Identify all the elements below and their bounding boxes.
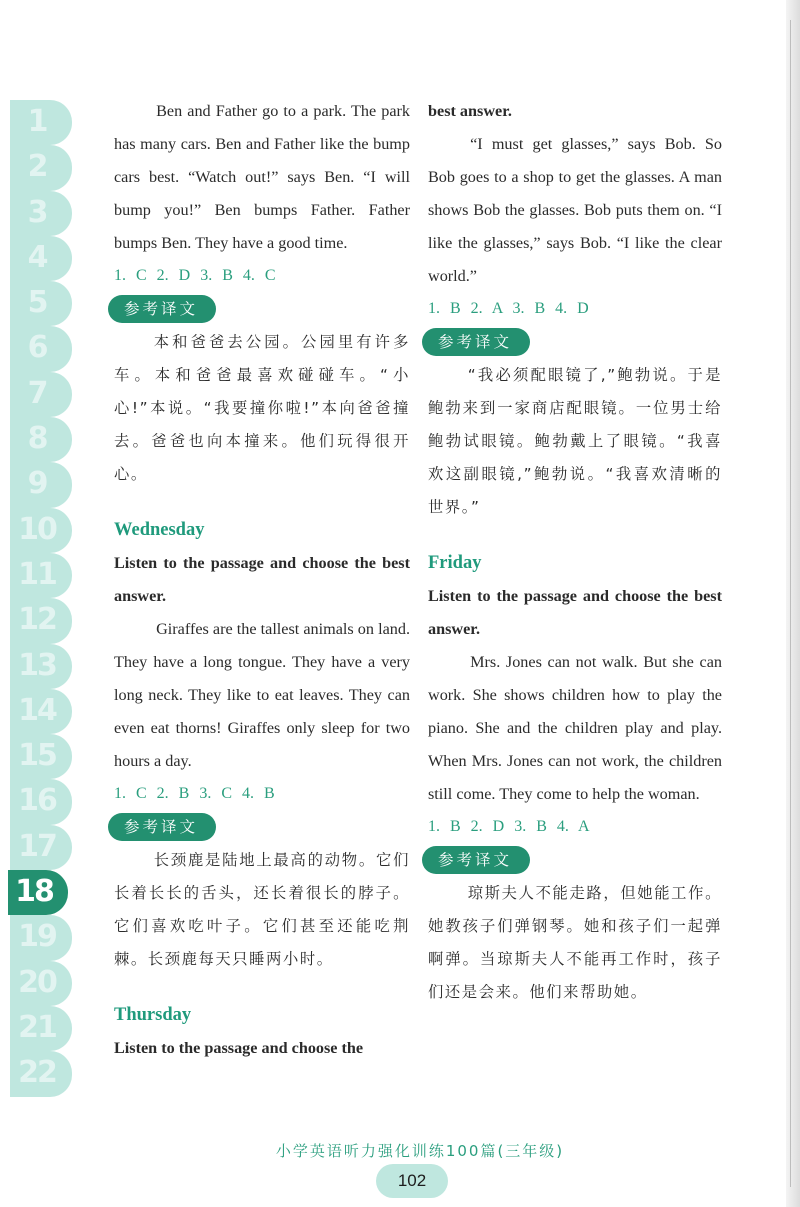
answers-thursday: 1. B 2. A 3. B 4. D bbox=[428, 300, 589, 317]
tab-11[interactable]: 11 bbox=[10, 553, 72, 598]
instruction-thursday-end: best answer. bbox=[428, 102, 512, 120]
tab-10[interactable]: 10 bbox=[10, 508, 72, 553]
left-column bbox=[114, 95, 410, 1065]
translation-thursday: “我必须配眼镜了,”鲍勃说。于是鲍勃来到一家商店配眼镜。一位男士给鲍勃试眼镜。鲍勃戴上了眼镜。“我喜欢这副眼镜,”鲍勃说。“我喜欢清晰的世界。” bbox=[428, 366, 722, 516]
tab-21[interactable]: 21 bbox=[10, 1006, 72, 1051]
translation-wednesday: 长颈鹿是陆地上最高的动物。它们长着长长的舌头，还长着很长的脖子。它们喜欢吃叶子。它们甚至还能吃荆棘。长颈鹿每天只睡两小时。 bbox=[114, 851, 410, 968]
tab-7[interactable]: 7 bbox=[10, 372, 72, 417]
heading-wednesday: Wednesday bbox=[114, 520, 205, 540]
tab-14[interactable]: 14 bbox=[10, 689, 72, 734]
heading-thursday: Thursday bbox=[114, 1005, 192, 1025]
reference-translation-badge: 参考译文 bbox=[422, 846, 530, 874]
book-title-footer: 小学英语听力强化训练100篇(三年级) bbox=[275, 1142, 565, 1160]
right-column bbox=[428, 95, 722, 1009]
reference-translation-badge: 参考译文 bbox=[108, 813, 216, 841]
page-edge bbox=[786, 0, 800, 1207]
reference-translation-badge: 参考译文 bbox=[422, 328, 530, 356]
tab-5[interactable]: 5 bbox=[10, 281, 72, 326]
tab-12[interactable]: 12 bbox=[10, 598, 72, 643]
tab-18-active[interactable]: 18 bbox=[8, 870, 68, 915]
tab-1[interactable]: 1 bbox=[10, 100, 72, 145]
tab-6[interactable]: 6 bbox=[10, 326, 72, 371]
tab-22[interactable]: 22 bbox=[10, 1051, 72, 1096]
instruction-thursday: Listen to the passage and choose the bbox=[114, 1039, 364, 1057]
answers-tuesday: 1. C 2. D 3. B 4. C bbox=[114, 267, 276, 284]
tab-15[interactable]: 15 bbox=[10, 734, 72, 779]
tuesday-passage: Ben and Father go to a park. The park has many cars. Ben and Father like the bump cars best. “Watch out!” says Ben. “I will bump you!” Ben bumps Father. Father bumps Ben. They have a good time. bbox=[114, 102, 410, 252]
translation-friday: 琼斯夫人不能走路，但她能工作。她教孩子们弹钢琴。她和孩子们一起弹啊弹。当琼斯夫人不能再工作时，孩子们还是会来。他们来帮助她。 bbox=[428, 884, 722, 1001]
tab-16[interactable]: 16 bbox=[10, 779, 72, 824]
translation-tuesday: 本和爸爸去公园。公园里有许多车。本和爸爸最喜欢碰碰车。“小心!”本说。“我要撞你啦!”本向爸爸撞去。爸爸也向本撞来。他们玩得很开心。 bbox=[114, 333, 410, 483]
tab-20[interactable]: 20 bbox=[10, 961, 72, 1006]
tab-13[interactable]: 13 bbox=[10, 644, 72, 689]
heading-friday: Friday bbox=[428, 553, 482, 573]
page-number: 102 bbox=[376, 1164, 448, 1198]
tab-2[interactable]: 2 bbox=[10, 145, 72, 190]
thursday-passage: “I must get glasses,” says Bob. So Bob goes to a shop to get the glasses. A man shows Bob the glasses. Bob puts them on. “I like the glasses,” says Bob. “I like the clear world.” bbox=[428, 135, 722, 285]
tab-4[interactable]: 4 bbox=[10, 236, 72, 281]
answers-wednesday: 1. C 2. B 3. C 4. B bbox=[114, 785, 275, 802]
answers-friday: 1. B 2. D 3. B 4. A bbox=[428, 818, 590, 835]
chapter-tabs bbox=[10, 100, 72, 1097]
wednesday-passage: Giraffes are the tallest animals on land. They have a long tongue. They have a very long neck. They like to eat leaves. They can even eat thorns! Giraffes only sleep for two hours a day. bbox=[114, 620, 410, 770]
tab-9[interactable]: 9 bbox=[10, 462, 72, 507]
tab-19[interactable]: 19 bbox=[10, 915, 72, 960]
reference-translation-badge: 参考译文 bbox=[108, 295, 216, 323]
tab-3[interactable]: 3 bbox=[10, 191, 72, 236]
tab-17[interactable]: 17 bbox=[10, 825, 72, 870]
instruction-wednesday: Listen to the passage and choose the best answer. bbox=[114, 554, 410, 605]
instruction-friday: Listen to the passage and choose the best answer. bbox=[428, 587, 722, 638]
tab-8[interactable]: 8 bbox=[10, 417, 72, 462]
friday-passage: Mrs. Jones can not walk. But she can work. She shows children how to play the piano. She and the children play and play. When Mrs. Jones can not work, the children still come. They come to help the woman. bbox=[428, 653, 722, 803]
